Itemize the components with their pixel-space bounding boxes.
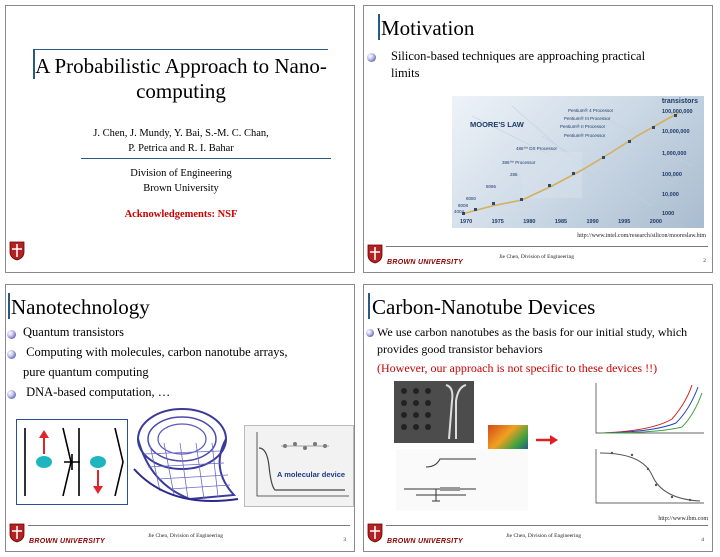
- bullet-icon: [7, 390, 16, 399]
- title-top-rule: [33, 49, 328, 50]
- brown-crest-icon: [9, 241, 25, 261]
- bullet-icon: [367, 53, 376, 62]
- slide3-bullet: Computing with molecules, carbon nanotube arrays,: [23, 345, 288, 359]
- brown-crest-icon: [367, 523, 383, 543]
- x-tick-label: 1990: [586, 219, 599, 225]
- processor-label: 286: [510, 172, 518, 177]
- title-accent-bar: [378, 14, 380, 40]
- x-axis: [452, 219, 662, 225]
- y-tick-label: 10,000: [662, 192, 679, 198]
- processor-label: 386™ Processor: [502, 160, 536, 165]
- bullet-icon: [7, 350, 16, 359]
- y-tick-label: 100,000: [662, 172, 682, 178]
- slide-2[interactable]: [363, 5, 713, 273]
- slide1-division: Division of Engineering Brown University: [130, 168, 232, 194]
- footer-text: Jie Chen, Division of Engineering: [499, 254, 575, 260]
- slide-4[interactable]: [363, 284, 713, 552]
- slide-3[interactable]: [5, 284, 355, 552]
- bullet-icon: [7, 330, 16, 339]
- slide3-bullet: Quantum transistors: [23, 325, 125, 339]
- brand-wordmark: BROWN UNIVERSITY: [29, 538, 105, 545]
- brand-wordmark: BROWN UNIVERSITY: [387, 259, 463, 266]
- x-tick-label: 1970: [460, 219, 473, 225]
- quantum-state-figure: [16, 419, 128, 505]
- y-tick-label: 1000: [662, 211, 675, 217]
- processor-label: Pentium® 4 Processor: [568, 108, 614, 113]
- slide4-note: (However, our approach is not specific to these devices !!): [377, 361, 658, 375]
- footer-divider: [28, 525, 350, 526]
- authors-divider: [81, 158, 331, 159]
- brand-wordmark: BROWN UNIVERSITY: [387, 538, 463, 545]
- slide3-bullet: DNA-based computation, …: [23, 385, 171, 399]
- processor-label: Pentium® Processor: [564, 133, 606, 138]
- source-url[interactable]: http://www.ibm.com: [658, 516, 708, 522]
- x-tick-label: 2000: [649, 219, 662, 225]
- page-number: 2: [703, 258, 706, 264]
- slide3-bullet: pure quantum computing: [23, 365, 149, 379]
- footer-divider: [386, 525, 708, 526]
- page-number: 3: [343, 537, 346, 543]
- processor-label: 8008: [458, 203, 469, 208]
- transfer-curve-plot: [582, 445, 708, 511]
- processor-label: Pentium® III Processor: [564, 116, 611, 121]
- processor-label: 8080: [466, 196, 477, 201]
- footer-text: Jie Chen, Division of Engineering: [148, 533, 224, 539]
- sem-image-1: [394, 381, 474, 443]
- processor-label: Pentium® II Processor: [560, 124, 606, 129]
- title-accent-bar: [8, 293, 10, 319]
- brown-crest-icon: [9, 523, 25, 543]
- iv-curve-plot: [582, 379, 708, 441]
- x-tick-label: 1980: [523, 219, 536, 225]
- brown-crest-icon: [367, 244, 383, 264]
- slide2-title: Motivation: [381, 16, 475, 40]
- arrow-right-icon: [536, 435, 558, 445]
- molecular-device-label: A molecular device: [277, 470, 346, 479]
- bullet-icon: [366, 329, 374, 337]
- processor-label: 4004: [454, 209, 465, 214]
- acknowledgements: Acknowledgements: NSF: [124, 209, 238, 220]
- footer-text: Jie Chen, Division of Engineering: [506, 533, 582, 539]
- title-accent-bar: [368, 293, 370, 319]
- x-tick-label: 1975: [491, 219, 504, 225]
- molecular-device-plot: [244, 425, 354, 507]
- x-tick-label: 1985: [554, 219, 568, 225]
- slide4-title: Carbon-Nanotube Devices: [372, 295, 596, 319]
- moores-law-label: MOORE'S LAW: [470, 120, 524, 129]
- slide1-title: A Probabilistic Approach to Nano- computing: [35, 54, 327, 103]
- chart-header: transistors: [661, 98, 698, 105]
- slide3-title: Nanotechnology: [11, 295, 150, 319]
- slide4-bullet: We use carbon nanotubes as the basis for our initial study, which provides good transistor behaviors: [377, 325, 688, 356]
- device-schematic: [396, 449, 528, 511]
- y-tick-label: 100,000,000: [662, 109, 693, 115]
- slide1-authors: J. Chen, J. Mundy, Y. Bai, S.-M. C. Chan, P. Petrica and R. I. Bahar: [93, 128, 269, 154]
- nanotube-array-figure: [130, 399, 242, 507]
- processor-label: 486™ DX Processor: [516, 146, 558, 151]
- source-url[interactable]: http://www.intel.com/research/silicon/mooreslaw.htm: [577, 233, 706, 239]
- y-tick-label: 1,000,000: [662, 151, 687, 157]
- y-tick-label: 10,000,000: [662, 129, 690, 135]
- page-number: 4: [701, 537, 704, 543]
- slide2-bullet: Silicon-based techniques are approaching practical limits: [391, 49, 646, 80]
- footer-divider: [386, 246, 708, 247]
- slide-1[interactable]: [5, 5, 355, 273]
- moores-law-chart: [452, 96, 704, 228]
- processor-label: 8086: [486, 184, 497, 189]
- x-tick-label: 1995: [618, 219, 631, 225]
